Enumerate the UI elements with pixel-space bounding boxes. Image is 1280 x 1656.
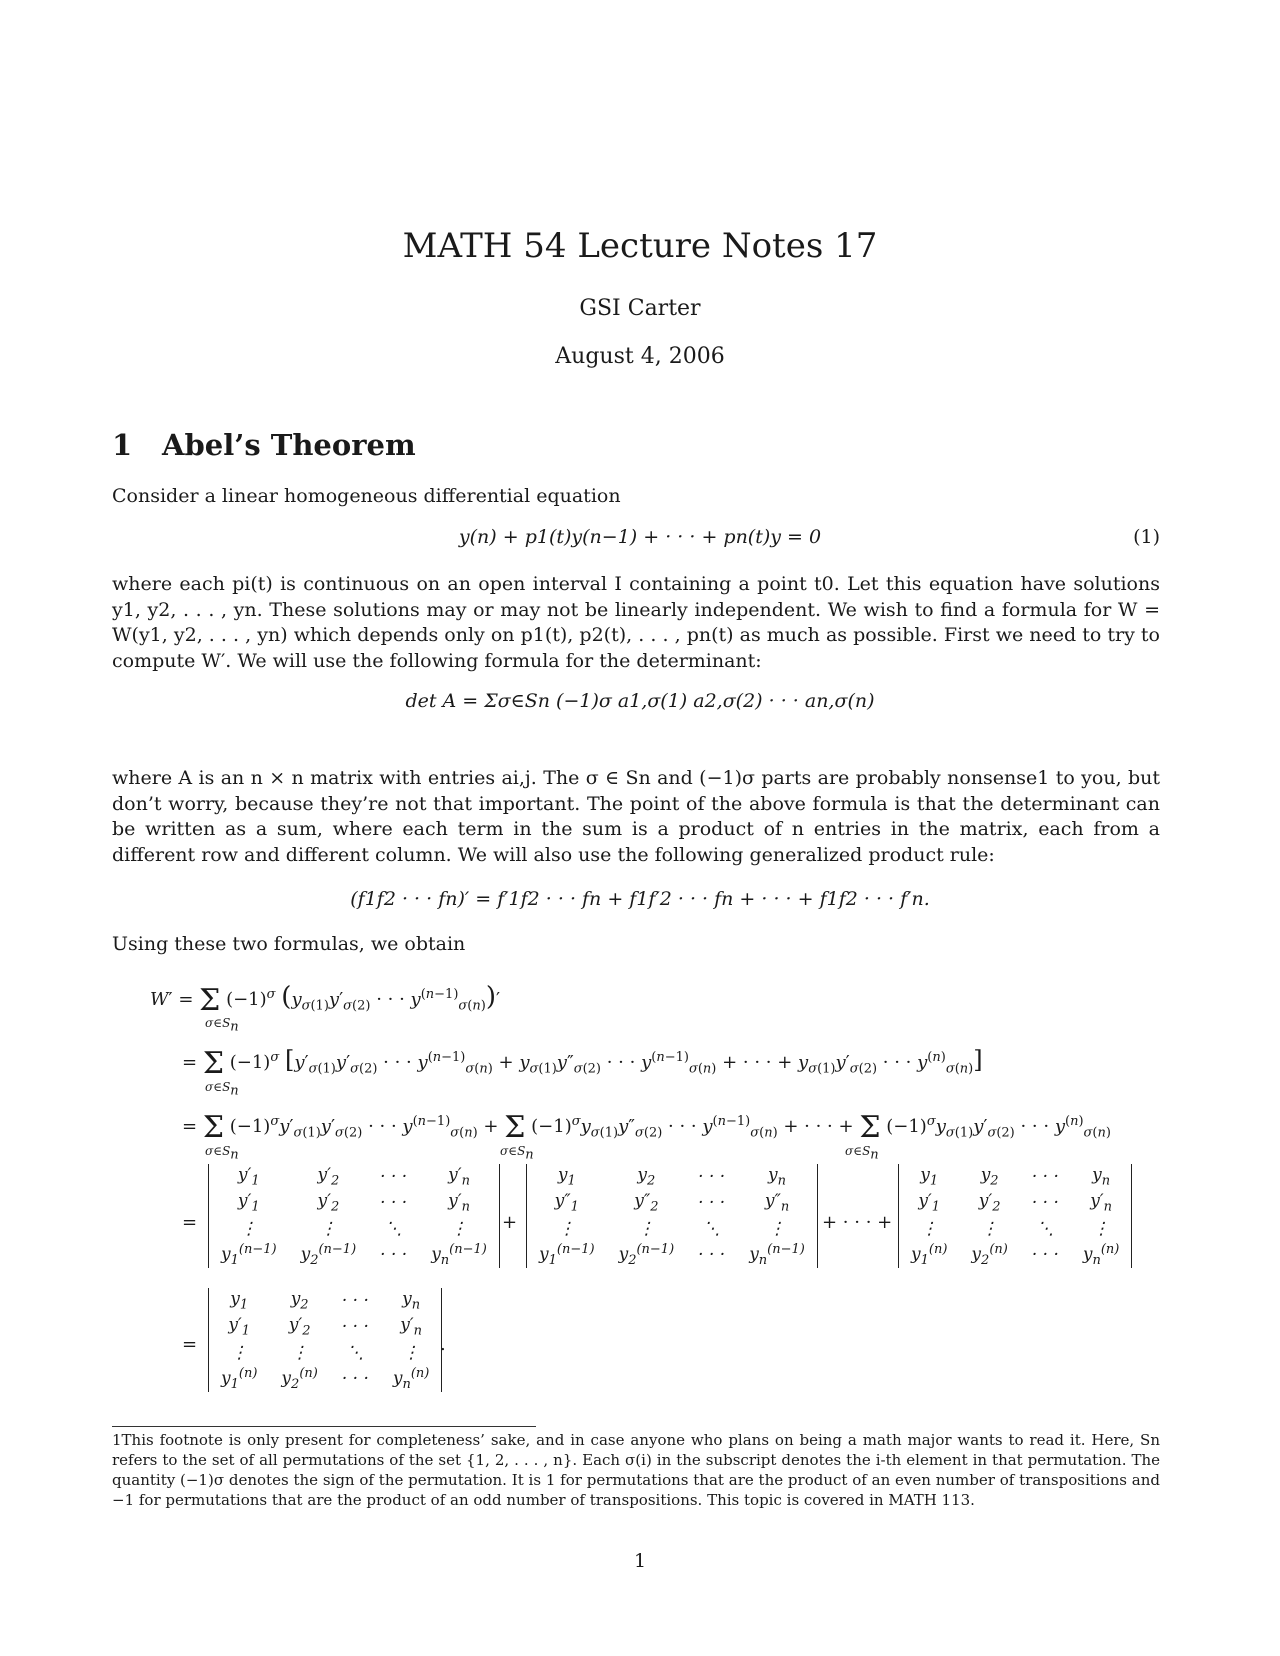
page-number: 1: [633, 1550, 647, 1572]
determinant-3: $y_1$ $y_2$ · · · $y_n$ $y'_1$ $y'_2$ · · · $y'_n$ ⋮ ⋮ ⋱ ⋮ $y_1^{(n)}$ $y_2^{(n)}$ · · · $y_n^{(n)}$: [898, 1164, 1132, 1268]
author: GSI Carter: [579, 296, 701, 321]
paragraph-obtain: Using these two formulas, we obtain: [112, 933, 466, 955]
paragraph-intro: Consider a linear homogeneous differential equation: [112, 485, 621, 507]
determinant-final: $y_1$ $y_2$ · · · $y_n$ $y'_1$ $y'_2$ · · · $y'_n$ ⋮ ⋮ ⋱ ⋮ $y_1^{(n)}$ $y_2^{(n)}$ · · · $y_n^{(n)}$: [208, 1288, 442, 1392]
date: August 4, 2006: [555, 344, 725, 369]
determinant-formula: [0, 690, 1280, 712]
document-title: MATH 54 Lecture Notes 17: [402, 226, 878, 266]
footnote-rule: [112, 1426, 536, 1427]
equals-sign-4: =: [182, 1212, 198, 1233]
plus-dots: + · · · +: [822, 1212, 893, 1233]
paragraph-determinant: where A is an n × n matrix with entries ai,j. The σ ∈ Sn and (−1)σ parts are probably nonsense1 to you, but don’t worry, because they’re not that important. The point of the above formula is that the determinant can be written as a sum, where each term in the sum is a product of n entries in the matrix, each from a different row and different column. We will also use the following generalized product rule:: [112, 767, 1160, 866]
plus-sign-1: +: [502, 1212, 518, 1233]
paragraph-solutions: where each pi(t) is continuous on an open interval I containing a point t0. Let this equation have solutions y1, y2, . . . , yn. These solutions may or may not be linearly independent. We wish to find a formula for W = W(y1, y2, . . . , yn) which depends only on p1(t), p2(t), . . . , pn(t) as much as possible. First we need to try to compute W′. We will use the following formula for the determinant:: [112, 573, 1160, 672]
derivation-line-1: W′ = Σ $(-1)^\sigma$ ($y_{\sigma(1)}y'_{\sigma(2)}$ · · · $y^{(n-1)}_{\sigma(n)})'$: [150, 982, 501, 1018]
footnote: 1This footnote is only present for completeness’ sake, and in case anyone who plans on being a math major wants to read it. Here, Sn refers to the set of all permutations of the set {1, 2, . . . , n}. Each σ(i) in the subscript denotes the i-th element in that permutation. The quantity (−1)σ denotes the sign of the permutation. It is 1 for permutations that are the product of an even number of transpositions and −1 for permutations that are the product of an odd number of transpositions. This topic is covered in MATH 113.: [112, 1431, 1160, 1509]
determinant-1: $y'_1$ $y'_2$ · · · $y'_n$ $y'_1$ $y'_2$ · · · $y'_n$ ⋮ ⋮ ⋱ ⋮ $y_1^{(n-1)}$ $y_2^{(n-1)}$ · · · $y_n^{(n-1)}$: [208, 1164, 500, 1268]
derivation-line-3: = Σ $(-1)^\sigma y'_{\sigma(1)}y'_{\sigma(2)}$ · · · $y^{(n-1)}_{\sigma(n)} + \Sigma$ $(-1)^\sigma y_{\sigma(1)}y''_{\sigma(2)}$ · · · $y^{(n-1)}_{\sigma(n)}$ + · · · + Σ $(-1)^\sigma y_{\sigma(1)}y'_{\sigma(2)}$ · · · $y^{(n)}_{\sigma(n)}$: [182, 1110, 1111, 1145]
section-number: 1: [112, 428, 133, 462]
derivation-line-2: = Σ $(-1)^\sigma$ [$y'_{\sigma(1)}y'_{\sigma(2)}$ · · · $y^{(n-1)}_{\sigma(n)} + y_{\sigma(1)}y''_{\sigma(2)}$ · · · $y^{(n-1)}_{\sigma(n)}$ + · · · + $y_{\sigma(1)}y'_{\sigma(2)}$ · · · $y^{(n)}_{\sigma(n)}$]: [182, 1046, 983, 1081]
product-rule: [0, 888, 1280, 910]
determinant-formula-text: det A = Σσ∈Sn (−1)σ a1,σ(1) a2,σ(2) · · · an,σ(n): [405, 690, 875, 712]
determinant-2: $y_1$ $y_2$ · · · $y_n$ $y''_1$ $y''_2$ · · · $y''_n$ ⋮ ⋮ ⋱ ⋮ $y_1^{(n-1)}$ $y_2^{(n-1)}$ · · · $y_n^{(n-1)}$: [526, 1164, 818, 1268]
sum-index-3b: $\sigma\in S_n$: [500, 1144, 534, 1163]
equation-1: [0, 526, 1280, 548]
final-period: .: [440, 1334, 446, 1355]
equals-sign-5: =: [182, 1334, 198, 1355]
sum-index-2: $\sigma\in S_n$: [205, 1080, 239, 1099]
equation-1-text: y(n) + p1(t)y(n−1) + · · · + pn(t)y = 0: [458, 526, 822, 548]
sum-index-1: $\sigma\in S_n$: [205, 1016, 239, 1035]
section-title: Abel’s Theorem: [162, 428, 416, 462]
product-rule-text: (f1f2 · · · fn)′ = f′1f2 · · · fn + f1f′2 · · · fn + · · · + f1f2 · · · f′n.: [350, 888, 930, 910]
sum-index-3c: $\sigma\in S_n$: [845, 1144, 879, 1163]
sum-index-3a: $\sigma\in S_n$: [205, 1144, 239, 1163]
equation-1-number: (1): [1133, 526, 1160, 548]
section-heading: [112, 428, 416, 462]
